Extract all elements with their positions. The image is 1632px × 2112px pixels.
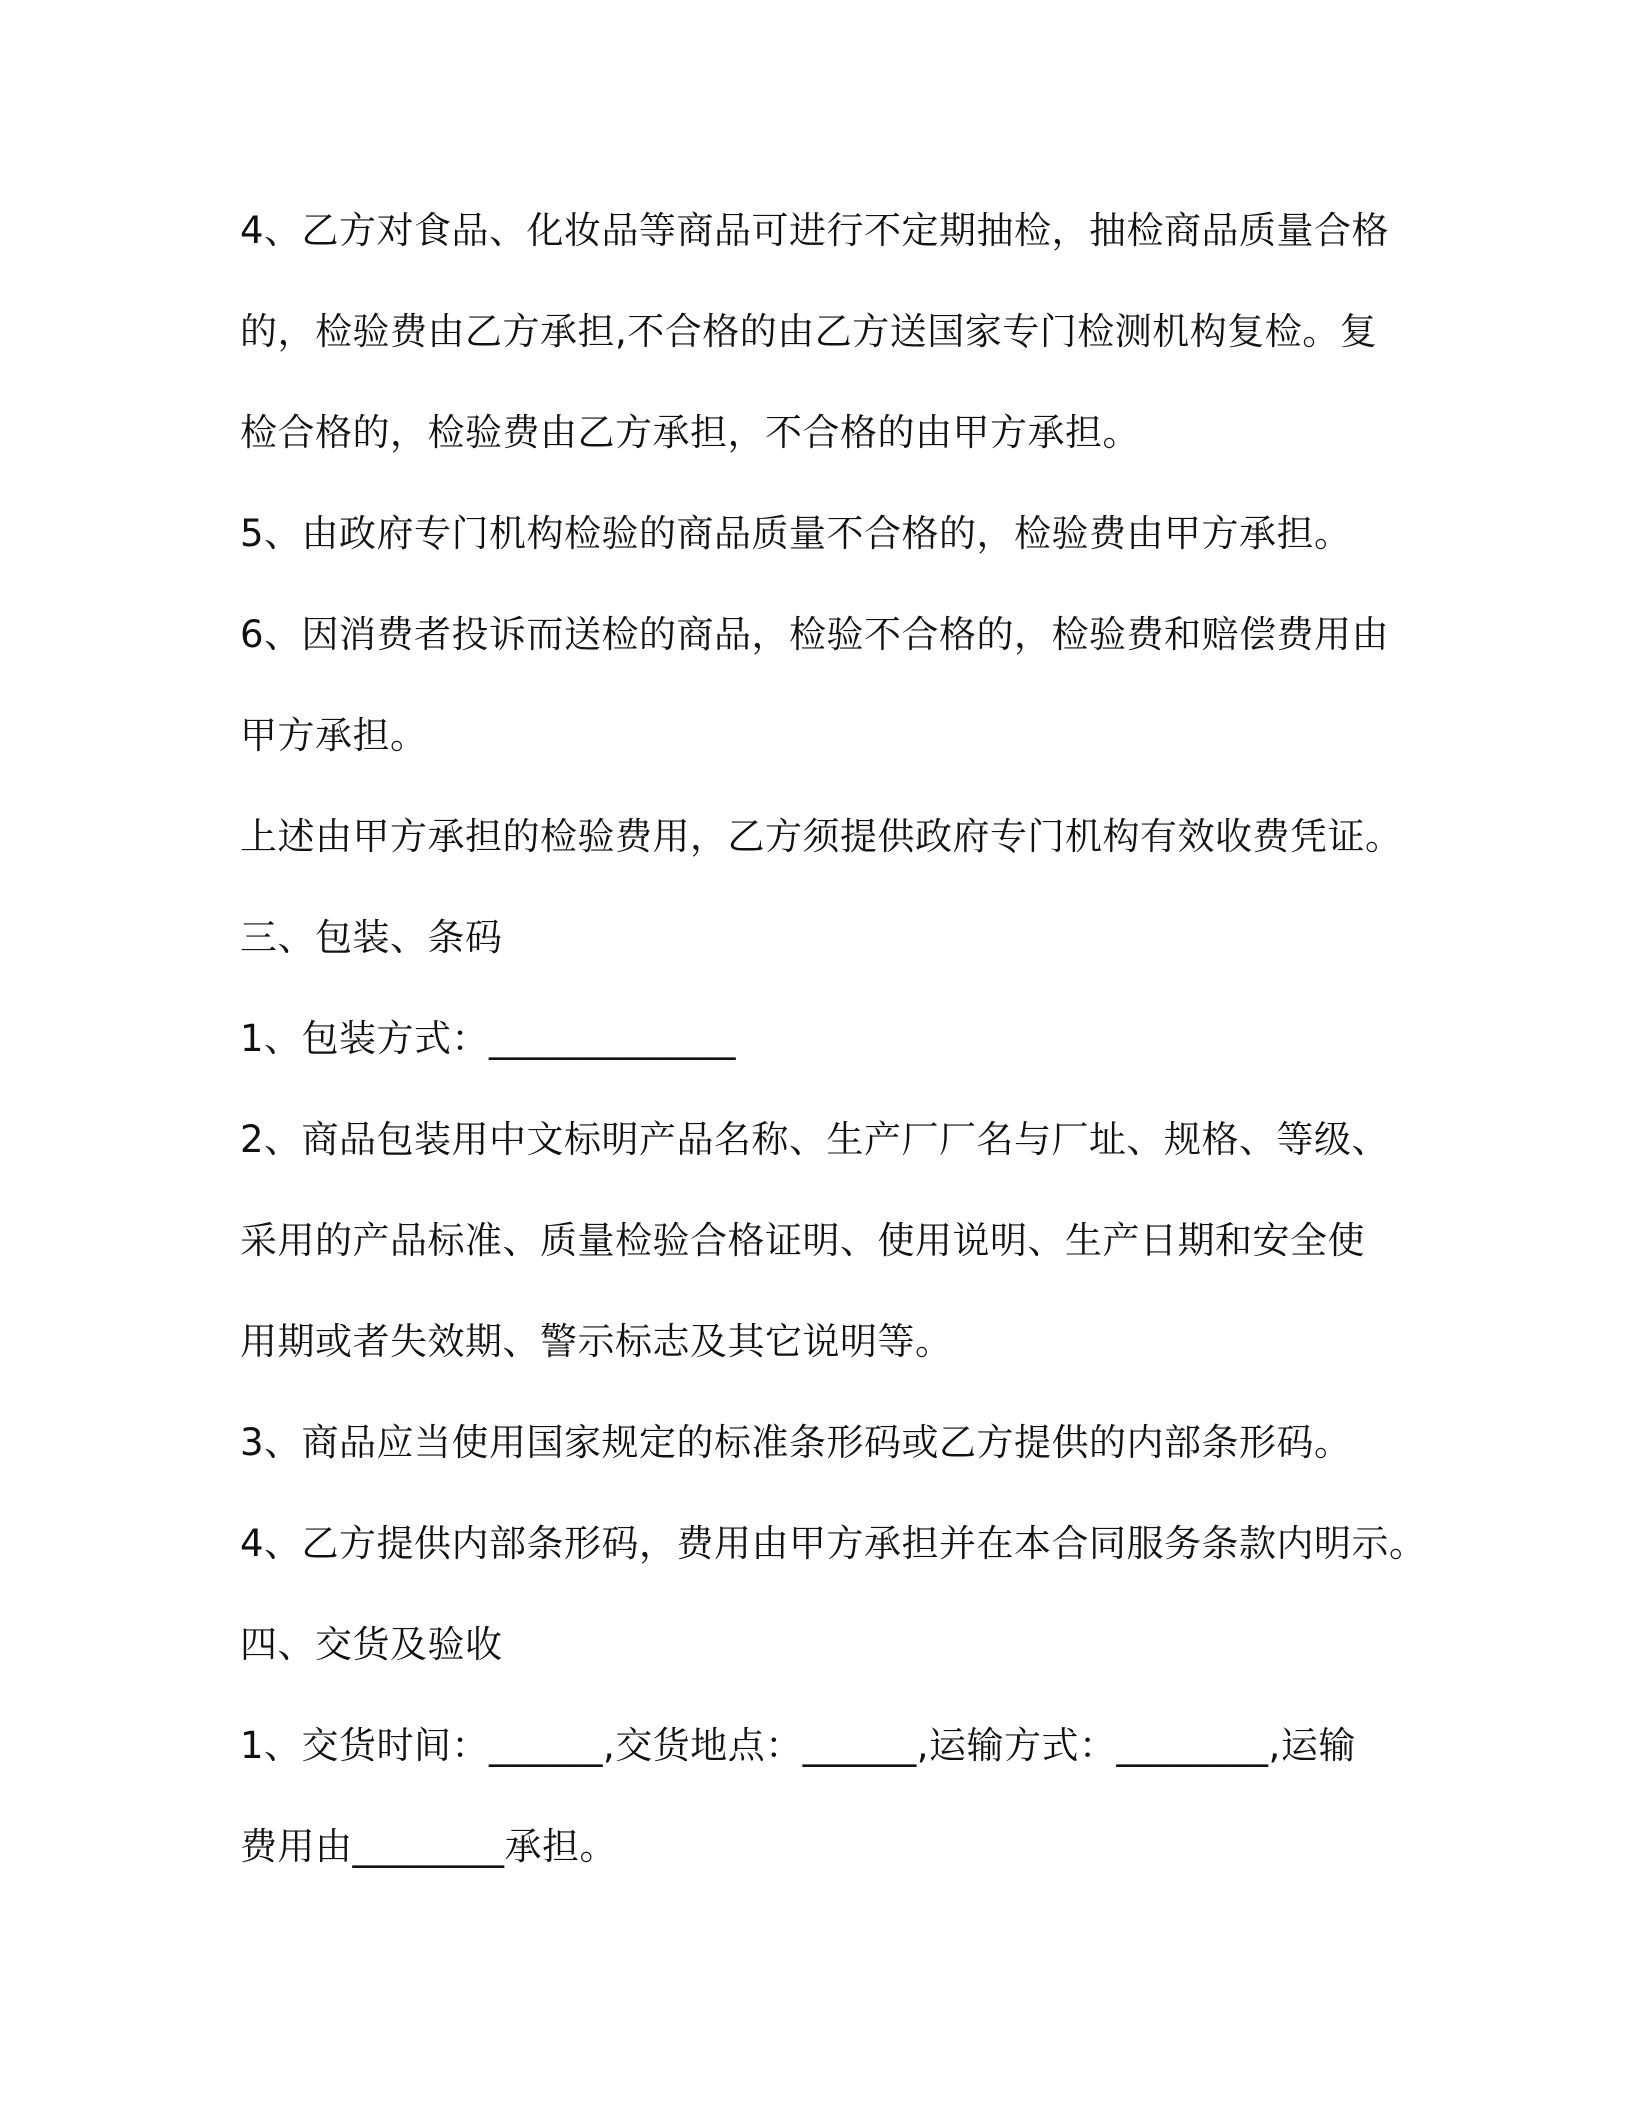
- clause-4-line-1: 4、乙方对食品、化妆品等商品可进行不定期抽检，抽检商品质量合格: [240, 209, 1390, 252]
- clause-6-line-2: 甲方承担。: [240, 714, 428, 757]
- inspection-fee-note: 上述由甲方承担的检验费用，乙方须提供政府专门机构有效收费凭证。: [240, 815, 1403, 858]
- clause-4-line-3: 检合格的，检验费由乙方承担，不合格的由甲方承担。: [240, 411, 1140, 454]
- section-heading-packaging: 三、包装、条码: [240, 916, 503, 959]
- packaging-clause-4: 4、乙方提供内部条形码，费用由甲方承担并在本合同服务条款内明示。: [240, 1522, 1427, 1565]
- delivery-clause-1-line-2: 费用由________承担。: [240, 1825, 617, 1868]
- packaging-clause-1: 1、包装方式：_____________: [240, 1017, 737, 1060]
- clause-5: 5、由政府专门机构检验的商品质量不合格的，检验费由甲方承担。: [240, 512, 1352, 555]
- packaging-clause-3: 3、商品应当使用国家规定的标准条形码或乙方提供的内部条形码。: [240, 1421, 1352, 1464]
- document-body: [240, 180, 1427, 1897]
- delivery-clause-1-line-1: 1、交货时间：______,交货地点：______,运输方式：________,运输: [240, 1724, 1356, 1767]
- packaging-clause-2-line-3: 用期或者失效期、警示标志及其它说明等。: [240, 1320, 953, 1363]
- packaging-clause-2-line-2: 采用的产品标准、质量检验合格证明、使用说明、生产日期和安全使: [240, 1219, 1365, 1262]
- clause-4-line-2: 的，检验费由乙方承担,不合格的由乙方送国家专门检测机构复检。复: [240, 310, 1378, 353]
- section-heading-delivery: 四、交货及验收: [240, 1623, 503, 1666]
- clause-6-line-1: 6、因消费者投诉而送检的商品，检验不合格的，检验费和赔偿费用由: [240, 613, 1390, 656]
- packaging-clause-2-line-1: 2、商品包装用中文标明产品名称、生产厂厂名与厂址、规格、等级、: [240, 1118, 1390, 1161]
